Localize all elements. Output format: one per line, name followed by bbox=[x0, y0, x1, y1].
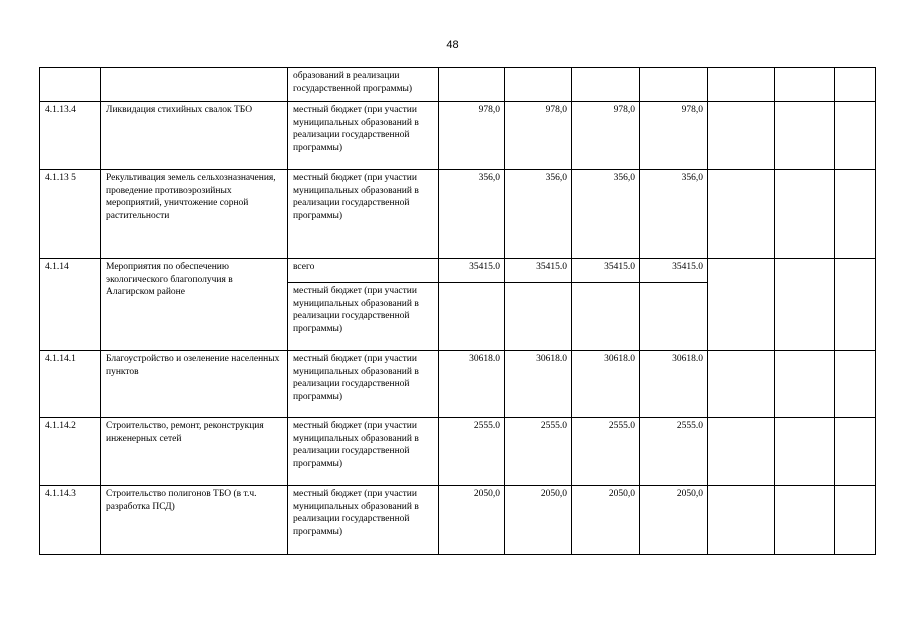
row-code: 4.1.14 bbox=[40, 259, 101, 351]
row-name: Строительство полигонов ТБО (в т.ч. разработка ПСД) bbox=[101, 486, 288, 555]
row-code: 4.1.13.4 bbox=[40, 102, 101, 170]
empty-cell bbox=[708, 486, 775, 555]
empty-cell bbox=[835, 351, 876, 418]
row-value-1: 2555.0 bbox=[439, 418, 505, 486]
row-value-4: 356,0 bbox=[640, 170, 708, 259]
row-value-3: 2555.0 bbox=[572, 418, 640, 486]
row-name: Мероприятия по обеспечению экологического благополучия в Алагирском районе bbox=[101, 259, 288, 351]
empty-cell bbox=[775, 351, 835, 418]
row-value-4: 30618.0 bbox=[640, 351, 708, 418]
row-value-2: 2050,0 bbox=[505, 486, 572, 555]
empty-cell bbox=[775, 68, 835, 102]
row-value-3: 30618.0 bbox=[572, 351, 640, 418]
row-name: Строительство, ремонт, реконструкция инженерных сетей bbox=[101, 418, 288, 486]
row-value-4 bbox=[640, 283, 708, 351]
table-row bbox=[40, 259, 876, 283]
table-row bbox=[40, 486, 876, 555]
row-value-2 bbox=[505, 68, 572, 102]
row-value-4: 978,0 bbox=[640, 102, 708, 170]
row-source: всего bbox=[288, 259, 439, 283]
table-row bbox=[40, 68, 876, 102]
table-row bbox=[40, 351, 876, 418]
empty-cell bbox=[835, 259, 876, 351]
empty-cell bbox=[835, 170, 876, 259]
empty-cell bbox=[708, 170, 775, 259]
row-value-3: 978,0 bbox=[572, 102, 640, 170]
row-name: Рекультивация земель сельхозназначения, проведение противоэрозийных мероприятий, уничтожение сорной растительности bbox=[101, 170, 288, 259]
table-row bbox=[40, 102, 876, 170]
row-source: местный бюджет (при участии муниципальных образований в реализации государственной программы) bbox=[288, 351, 439, 418]
row-code bbox=[40, 68, 101, 102]
row-name bbox=[101, 68, 288, 102]
row-value-4 bbox=[640, 68, 708, 102]
row-value-3: 2050,0 bbox=[572, 486, 640, 555]
empty-cell bbox=[775, 170, 835, 259]
empty-cell bbox=[835, 486, 876, 555]
row-source: местный бюджет (при участии муниципальных образований в реализации государственной программы) bbox=[288, 486, 439, 555]
row-value-3 bbox=[572, 283, 640, 351]
row-value-1: 978,0 bbox=[439, 102, 505, 170]
row-code: 4.1.14.1 bbox=[40, 351, 101, 418]
row-value-4: 2050,0 bbox=[640, 486, 708, 555]
budget-table bbox=[39, 67, 876, 555]
empty-cell bbox=[835, 102, 876, 170]
page-number: 48 bbox=[446, 39, 459, 51]
empty-cell bbox=[775, 418, 835, 486]
row-value-2: 30618.0 bbox=[505, 351, 572, 418]
row-value-3: 35415.0 bbox=[572, 259, 640, 283]
row-source: образований в реализации государственной программы) bbox=[288, 68, 439, 102]
empty-cell bbox=[775, 102, 835, 170]
row-code: 4.1.13 5 bbox=[40, 170, 101, 259]
row-value-1: 30618.0 bbox=[439, 351, 505, 418]
row-value-3 bbox=[572, 68, 640, 102]
empty-cell bbox=[708, 68, 775, 102]
row-code: 4.1.14.3 bbox=[40, 486, 101, 555]
table-row bbox=[40, 418, 876, 486]
row-name: Ликвидация стихийных свалок ТБО bbox=[101, 102, 288, 170]
row-value-1: 2050,0 bbox=[439, 486, 505, 555]
row-source: местный бюджет (при участии муниципальных образований в реализации государственной программы) bbox=[288, 170, 439, 259]
empty-cell bbox=[775, 486, 835, 555]
row-value-2: 978,0 bbox=[505, 102, 572, 170]
row-value-1 bbox=[439, 68, 505, 102]
row-value-4: 35415.0 bbox=[640, 259, 708, 283]
empty-cell bbox=[708, 351, 775, 418]
row-name: Благоустройство и озеленение населенных пунктов bbox=[101, 351, 288, 418]
row-value-2: 35415.0 bbox=[505, 259, 572, 283]
row-source: местный бюджет (при участии муниципальных образований в реализации государственной программы) bbox=[288, 418, 439, 486]
row-code: 4.1.14.2 bbox=[40, 418, 101, 486]
row-value-1: 356,0 bbox=[439, 170, 505, 259]
empty-cell bbox=[835, 68, 876, 102]
row-value-2: 2555.0 bbox=[505, 418, 572, 486]
row-value-3: 356,0 bbox=[572, 170, 640, 259]
row-source: местный бюджет (при участии муниципальных образований в реализации государственной программы) bbox=[288, 283, 439, 351]
table-row bbox=[40, 170, 876, 259]
row-value-2 bbox=[505, 283, 572, 351]
row-value-2: 356,0 bbox=[505, 170, 572, 259]
empty-cell bbox=[708, 418, 775, 486]
empty-cell bbox=[775, 259, 835, 351]
empty-cell bbox=[708, 259, 775, 351]
row-value-1: 35415.0 bbox=[439, 259, 505, 283]
empty-cell bbox=[835, 418, 876, 486]
row-source: местный бюджет (при участии муниципальных образований в реализации государственной программы) bbox=[288, 102, 439, 170]
empty-cell bbox=[708, 102, 775, 170]
row-value-1 bbox=[439, 283, 505, 351]
row-value-4: 2555.0 bbox=[640, 418, 708, 486]
